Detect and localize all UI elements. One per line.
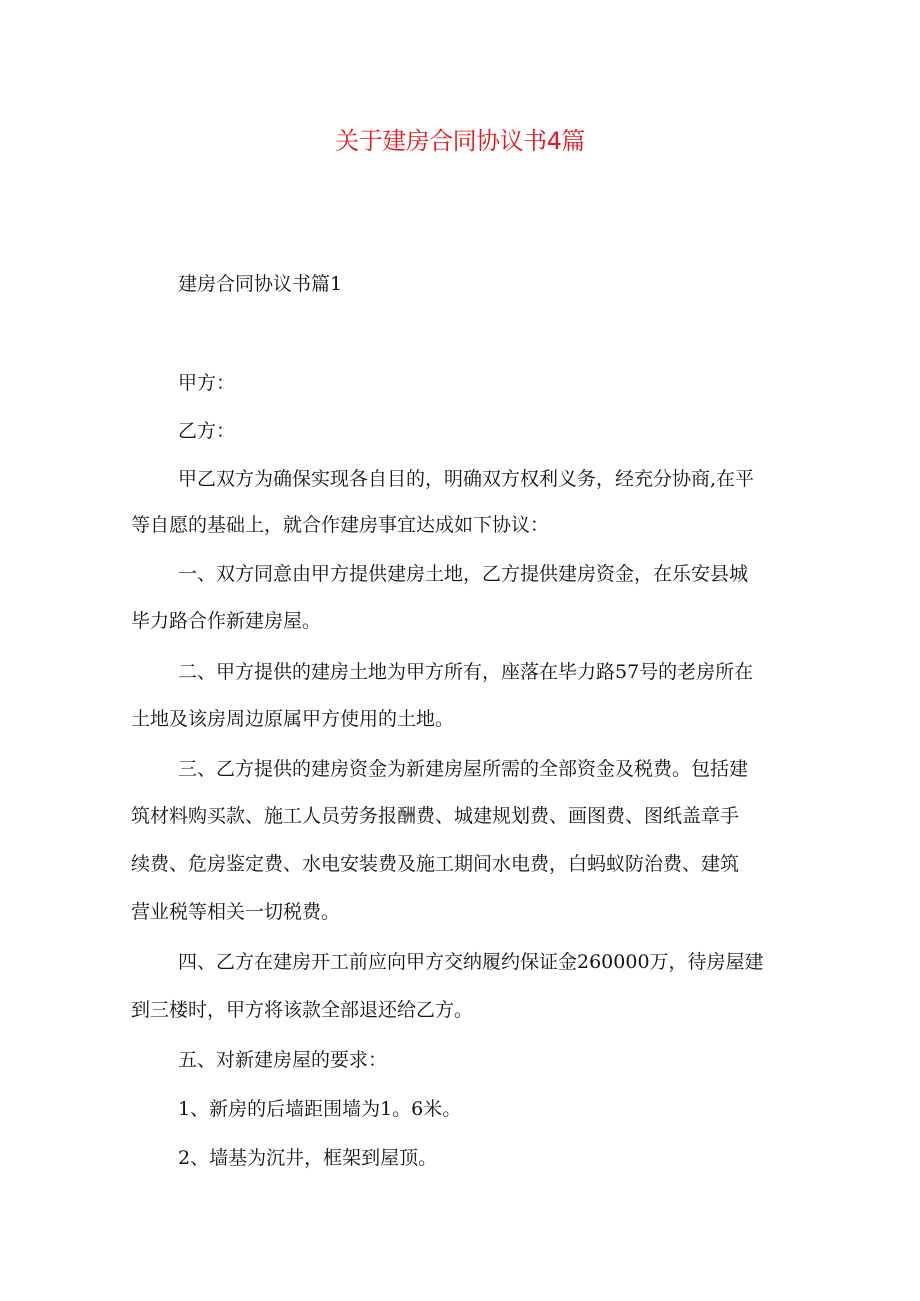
paragraph-line: 等自愿的基础上，就合作建房事宜达成如下协议： [131,514,550,536]
paragraph-line: 到三楼时，甲方将该款全部退还给乙方。 [131,999,474,1021]
paragraph-line: 营业税等相关一切税费。 [131,901,341,923]
paragraph-line: 续费、危房鉴定费、水电安装费及施工期间水电费，白蚂蚁防治费、建筑 [131,853,740,875]
paragraph-line: 五、对新建房屋的要求： [178,1049,388,1071]
paragraph-line: 甲方： [178,372,236,394]
paragraph-line: 乙方： [178,420,236,442]
paragraph-line: 三、乙方提供的建房资金为新建房屋所需的全部资金及税费。包括建 [178,758,749,780]
paragraph-line: 筑材料购买款、施工人员劳务报酬费、城建规划费、画图费、图纸盖章手 [131,805,740,827]
section-heading: 建房合同协议书篇1 [178,273,343,295]
paragraph-line: 毕力路合作新建房屋。 [131,610,322,632]
paragraph-line: 2、墙基为沉井，框架到屋顶。 [178,1147,438,1169]
paragraph-line: 土地及该房周边原属甲方使用的土地。 [131,708,455,730]
page-title: 关于建房合同协议书4篇 [335,127,585,155]
paragraph-line: 四、乙方在建房开工前应向甲方交纳履约保证金260000万，待房屋建 [178,951,764,973]
paragraph-line: 1、新房的后墙距围墙为1。6米。 [178,1098,462,1120]
paragraph-line: 二、甲方提供的建房土地为甲方所有，座落在毕力路57号的老房所在 [178,661,754,683]
paragraph-line: 一、双方同意由甲方提供建房土地，乙方提供建房资金，在乐安县城 [178,563,749,585]
paragraph-line: 甲乙双方为确保实现各自目的，明确双方权利义务，经充分协商,在平 [178,468,755,490]
